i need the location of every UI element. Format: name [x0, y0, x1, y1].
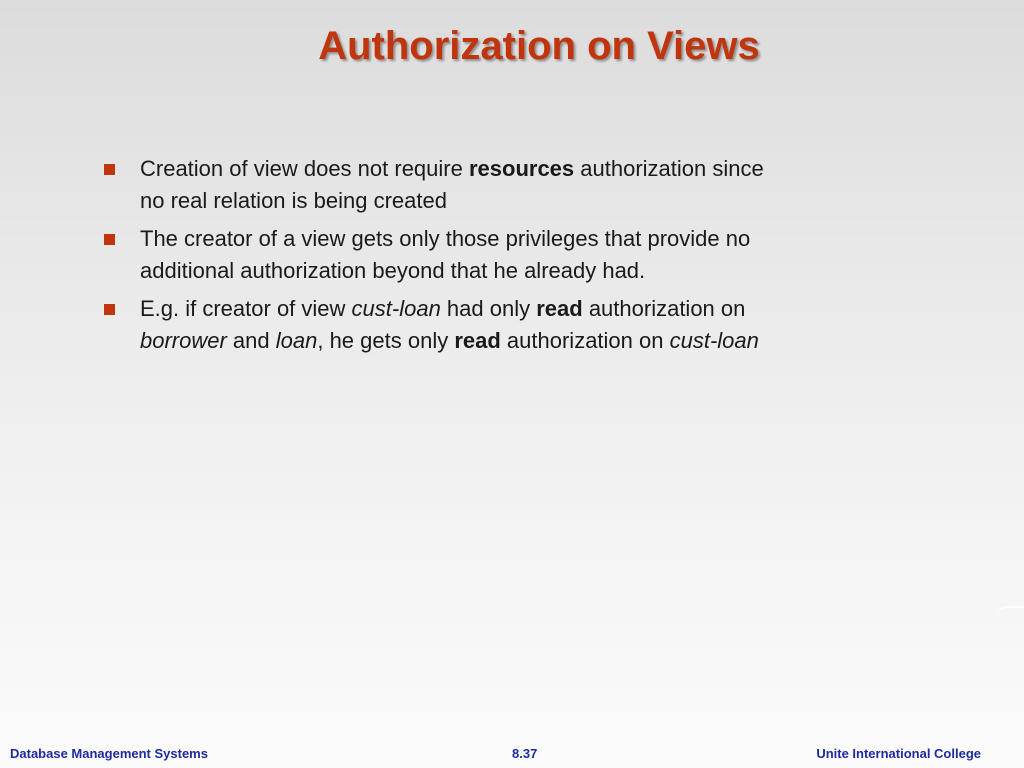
bullet-item-3	[104, 293, 884, 357]
bullet-1-line-2: no real relation is being created	[140, 188, 447, 213]
bullet-item-2	[104, 223, 884, 287]
slide-title: Authorization on Views	[318, 24, 760, 68]
footer-institution: Unite International College	[816, 746, 981, 761]
bullet-2-line-2: additional authorization beyond that he already had.	[140, 258, 646, 283]
bullet-3-line-1: E.g. if creator of view cust-loan had only read authorization on	[140, 296, 746, 321]
bullet-list	[104, 153, 884, 363]
bullet-2-line-1: The creator of a view gets only those privileges that provide no	[140, 226, 751, 251]
square-bullet-icon	[104, 304, 115, 315]
bullet-item-1	[104, 153, 884, 217]
decorative-swoosh	[996, 606, 1024, 618]
bullet-1-line-1: Creation of view does not require resources authorization since	[140, 156, 764, 181]
square-bullet-icon	[104, 234, 115, 245]
bullet-3-line-2: borrower and loan, he gets only read authorization on cust-loan	[140, 328, 759, 353]
footer-course-name: Database Management Systems	[10, 746, 208, 761]
square-bullet-icon	[104, 164, 115, 175]
footer-slide-number: 8.37	[512, 746, 538, 761]
